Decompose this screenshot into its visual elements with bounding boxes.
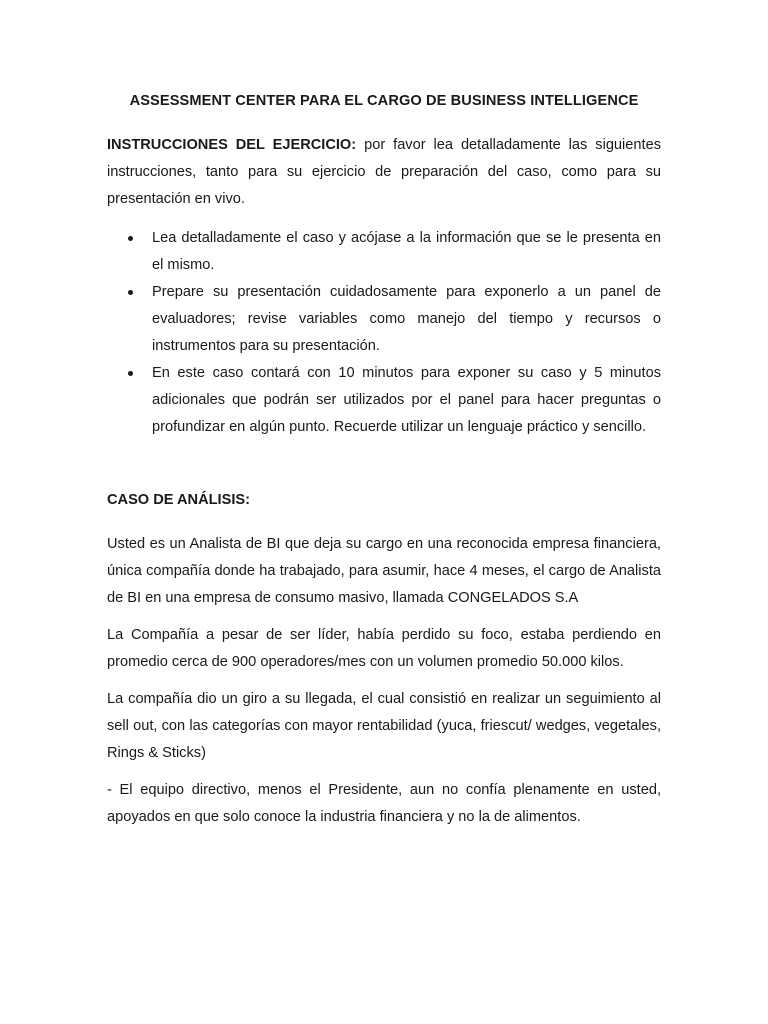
- instructions-list: [107, 225, 661, 441]
- instructions-label: INSTRUCCIONES DEL EJERCICIO:: [107, 137, 357, 153]
- document-page: [107, 88, 661, 841]
- list-item: [107, 279, 661, 360]
- list-item-text: En este caso contará con 10 minutos para exponer su caso y 5 minutos adicionales que podrán ser utilizados por el panel para hacer preguntas o profundizar en algún punto. Recuerde utilizar un lenguaje práctico y sencillo.: [152, 365, 661, 435]
- list-item-text: Prepare su presentación cuidadosamente para exponerlo a un panel de evaluadores; revise variables como manejo del tiempo y recursos o instrumentos para su presentación.: [152, 284, 661, 354]
- case-heading: CASO DE ANÁLISIS:: [107, 492, 250, 508]
- case-paragraph: La compañía dio un giro a su llegada, el cual consistió en realizar un seguimiento al sell out, con las categorías con mayor rentabilidad (yuca, friescut/ wedges, vegetales, Rings & Sticks): [107, 691, 661, 761]
- list-item-text: Lea detalladamente el caso y acójase a la información que se le presenta en el mismo.: [152, 230, 661, 273]
- case-paragraph: La Compañía a pesar de ser líder, había perdido su foco, estaba perdiendo en promedio cerca de 900 operadores/mes con un volumen promedio 50.000 kilos.: [107, 627, 661, 670]
- document-title: ASSESSMENT CENTER PARA EL CARGO DE BUSINESS INTELLIGENCE: [129, 93, 639, 109]
- case-paragraph: Usted es un Analista de BI que deja su cargo en una reconocida empresa financiera, única compañía donde ha trabajado, para asumir, hace 4 meses, el cargo de Analista de BI en una empresa de consumo masivo, llamada CONGELADOS S.A: [107, 536, 661, 606]
- instructions-text: por favor lea detalladamente las siguientes instrucciones, tanto para su ejercicio de preparación del caso, como para su presentación en vivo.: [107, 137, 661, 207]
- bullet-icon: [128, 371, 133, 376]
- list-item: [107, 225, 661, 279]
- bullet-icon: [128, 236, 133, 241]
- case-paragraph: - El equipo directivo, menos el Presidente, aun no confía plenamente en usted, apoyados en que solo conoce la industria financiera y no la de alimentos.: [107, 782, 661, 825]
- bullet-icon: [128, 290, 133, 295]
- list-item: [107, 360, 661, 441]
- instructions-paragraph: [107, 132, 661, 213]
